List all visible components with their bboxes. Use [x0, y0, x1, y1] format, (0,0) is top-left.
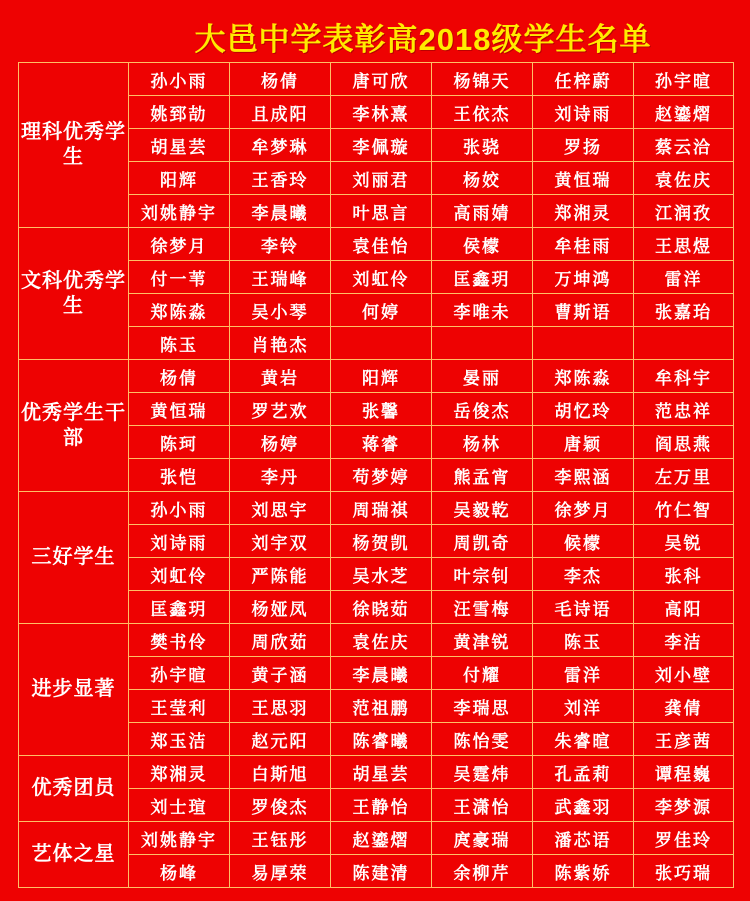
student-name-cell: 吴小琴 [230, 294, 331, 327]
table-row [19, 492, 734, 525]
category-cell-3: 三好学生 [19, 492, 129, 624]
student-name-cell: 郑陈淼 [129, 294, 230, 327]
student-name-cell: 晏丽 [432, 360, 533, 393]
student-name-cell: 陈怡雯 [432, 723, 533, 756]
student-name-cell: 陈睿曦 [331, 723, 432, 756]
student-name-cell: 雷洋 [533, 657, 634, 690]
student-name-cell: 张嘉珆 [634, 294, 734, 327]
student-name-cell: 徐晓茹 [331, 591, 432, 624]
student-name-cell: 牟桂雨 [533, 228, 634, 261]
student-name-cell: 赵鎏熠 [331, 822, 432, 855]
student-name-cell: 张巧瑞 [634, 855, 734, 888]
student-name-cell: 李丹 [230, 459, 331, 492]
student-name-cell: 孔孟莉 [533, 756, 634, 789]
student-name-cell: 杨娅凤 [230, 591, 331, 624]
empty-cell [634, 327, 734, 360]
table-row [19, 624, 734, 657]
student-name-cell: 王香玲 [230, 162, 331, 195]
student-name-cell: 王莹利 [129, 690, 230, 723]
student-name-cell: 吴毅乾 [432, 492, 533, 525]
student-name-cell: 李晨曦 [230, 195, 331, 228]
category-cell-0: 理科优秀学生 [19, 63, 129, 228]
student-name-cell: 周欣茹 [230, 624, 331, 657]
student-name-cell: 匡鑫玥 [129, 591, 230, 624]
student-name-cell: 王瑞峰 [230, 261, 331, 294]
student-name-cell: 付一苇 [129, 261, 230, 294]
student-name-cell: 王思煜 [634, 228, 734, 261]
student-name-cell: 刘虹伶 [331, 261, 432, 294]
student-name-cell: 江润孜 [634, 195, 734, 228]
empty-cell [331, 327, 432, 360]
student-name-cell: 黄恒瑞 [533, 162, 634, 195]
table-row [19, 822, 734, 855]
student-name-cell: 汪雪梅 [432, 591, 533, 624]
student-name-cell: 唐可欣 [331, 63, 432, 96]
student-name-cell: 陈紫娇 [533, 855, 634, 888]
student-name-cell: 杨婷 [230, 426, 331, 459]
student-name-cell: 胡星芸 [331, 756, 432, 789]
student-name-cell: 樊书伶 [129, 624, 230, 657]
student-name-cell: 庹豪瑞 [432, 822, 533, 855]
student-name-cell: 李晨曦 [331, 657, 432, 690]
student-name-cell: 王钰彤 [230, 822, 331, 855]
table-row [19, 228, 734, 261]
student-name-cell: 吴霆炜 [432, 756, 533, 789]
student-name-cell: 李唯未 [432, 294, 533, 327]
student-name-cell: 张馨 [331, 393, 432, 426]
award-table [18, 62, 734, 888]
student-name-cell: 左万里 [634, 459, 734, 492]
student-name-cell: 匡鑫玥 [432, 261, 533, 294]
student-name-cell: 侯檬 [432, 228, 533, 261]
student-name-cell: 李杰 [533, 558, 634, 591]
student-name-cell: 赵鎏熠 [634, 96, 734, 129]
student-name-cell: 黄子涵 [230, 657, 331, 690]
student-name-cell: 王静怡 [331, 789, 432, 822]
student-name-cell: 叶宗钊 [432, 558, 533, 591]
student-name-cell: 李佩璇 [331, 129, 432, 162]
student-name-cell: 刘小壁 [634, 657, 734, 690]
student-name-cell: 武鑫羽 [533, 789, 634, 822]
category-cell-1: 文科优秀学生 [19, 228, 129, 360]
student-name-cell: 杨倩 [129, 360, 230, 393]
student-name-cell: 孙小雨 [129, 492, 230, 525]
student-name-cell: 刘诗雨 [129, 525, 230, 558]
student-name-cell: 熊孟宵 [432, 459, 533, 492]
student-name-cell: 赵元阳 [230, 723, 331, 756]
student-name-cell: 罗扬 [533, 129, 634, 162]
student-name-cell: 袁佐庆 [634, 162, 734, 195]
student-name-cell: 吴锐 [634, 525, 734, 558]
category-cell-2: 优秀学生干部 [19, 360, 129, 492]
student-name-cell: 袁佐庆 [331, 624, 432, 657]
student-name-cell: 姚郅劼 [129, 96, 230, 129]
student-name-cell: 叶思言 [331, 195, 432, 228]
student-name-cell: 徐梦月 [533, 492, 634, 525]
student-name-cell: 候檬 [533, 525, 634, 558]
student-name-cell: 严陈能 [230, 558, 331, 591]
student-name-cell: 刘虹伶 [129, 558, 230, 591]
table-row [19, 756, 734, 789]
student-name-cell: 高雨婧 [432, 195, 533, 228]
student-name-cell: 朱睿暄 [533, 723, 634, 756]
student-name-cell: 杨贺凯 [331, 525, 432, 558]
student-name-cell: 余柳芹 [432, 855, 533, 888]
student-name-cell: 王彦茜 [634, 723, 734, 756]
student-name-cell: 谭程巍 [634, 756, 734, 789]
student-name-cell: 李洁 [634, 624, 734, 657]
student-name-cell: 牟梦琳 [230, 129, 331, 162]
student-name-cell: 白斯旭 [230, 756, 331, 789]
student-name-cell: 刘诗雨 [533, 96, 634, 129]
student-name-cell: 黄恒瑞 [129, 393, 230, 426]
student-name-cell: 范祖鹏 [331, 690, 432, 723]
category-cell-5: 优秀团员 [19, 756, 129, 822]
category-cell-6: 艺体之星 [19, 822, 129, 888]
student-name-cell: 陈珂 [129, 426, 230, 459]
student-name-cell: 郑湘灵 [129, 756, 230, 789]
student-name-cell: 岳俊杰 [432, 393, 533, 426]
award-table-body [19, 63, 734, 888]
student-name-cell: 杨峰 [129, 855, 230, 888]
student-name-cell: 阎思燕 [634, 426, 734, 459]
student-name-cell: 雷洋 [634, 261, 734, 294]
student-name-cell: 刘丽君 [331, 162, 432, 195]
student-name-cell: 张骁 [432, 129, 533, 162]
student-name-cell: 毛诗语 [533, 591, 634, 624]
student-name-cell: 牟科宇 [634, 360, 734, 393]
student-name-cell: 张科 [634, 558, 734, 591]
student-name-cell: 刘姚静宇 [129, 822, 230, 855]
student-name-cell: 刘思宇 [230, 492, 331, 525]
student-name-cell: 刘洋 [533, 690, 634, 723]
student-name-cell: 陈建清 [331, 855, 432, 888]
student-name-cell: 杨锦天 [432, 63, 533, 96]
student-name-cell: 孙宇暄 [129, 657, 230, 690]
empty-cell [432, 327, 533, 360]
student-name-cell: 郑玉洁 [129, 723, 230, 756]
student-name-cell: 吴水芝 [331, 558, 432, 591]
student-name-cell: 杨林 [432, 426, 533, 459]
student-name-cell: 孙宇暄 [634, 63, 734, 96]
student-name-cell: 胡星芸 [129, 129, 230, 162]
student-name-cell: 龚倩 [634, 690, 734, 723]
student-name-cell: 王潇怡 [432, 789, 533, 822]
student-name-cell: 且成阳 [230, 96, 331, 129]
empty-cell [533, 327, 634, 360]
student-name-cell: 肖艳杰 [230, 327, 331, 360]
student-name-cell: 刘姚静宇 [129, 195, 230, 228]
student-name-cell: 何婷 [331, 294, 432, 327]
student-name-cell: 黄津锐 [432, 624, 533, 657]
student-name-cell: 刘士瑄 [129, 789, 230, 822]
student-name-cell: 潘芯语 [533, 822, 634, 855]
student-name-cell: 杨倩 [230, 63, 331, 96]
category-cell-4: 进步显著 [19, 624, 129, 756]
student-name-cell: 万坤鸿 [533, 261, 634, 294]
student-name-cell: 李梦源 [634, 789, 734, 822]
student-name-cell: 郑陈淼 [533, 360, 634, 393]
student-name-cell: 杨姣 [432, 162, 533, 195]
student-name-cell: 周凯奇 [432, 525, 533, 558]
student-name-cell: 周瑞祺 [331, 492, 432, 525]
student-name-cell: 黄岩 [230, 360, 331, 393]
student-name-cell: 陈玉 [533, 624, 634, 657]
student-name-cell: 王思羽 [230, 690, 331, 723]
student-name-cell: 李熙涵 [533, 459, 634, 492]
student-name-cell: 阳辉 [129, 162, 230, 195]
page-title: 大邑中学表彰高2018级学生名单 [194, 22, 652, 57]
student-name-cell: 任梓蔚 [533, 63, 634, 96]
student-name-cell: 罗艺欢 [230, 393, 331, 426]
student-name-cell: 李瑞思 [432, 690, 533, 723]
student-name-cell: 徐梦月 [129, 228, 230, 261]
student-name-cell: 陈玉 [129, 327, 230, 360]
student-name-cell: 郑湘灵 [533, 195, 634, 228]
student-name-cell: 袁佳怡 [331, 228, 432, 261]
student-name-cell: 高阳 [634, 591, 734, 624]
student-name-cell: 唐颖 [533, 426, 634, 459]
student-name-cell: 付耀 [432, 657, 533, 690]
student-name-cell: 阳辉 [331, 360, 432, 393]
table-row [19, 63, 734, 96]
student-name-cell: 苟梦婷 [331, 459, 432, 492]
student-name-cell: 竹仁智 [634, 492, 734, 525]
student-name-cell: 罗佳玲 [634, 822, 734, 855]
student-name-cell: 蔡云洽 [634, 129, 734, 162]
student-name-cell: 蒋睿 [331, 426, 432, 459]
student-name-cell: 易厚荣 [230, 855, 331, 888]
student-name-cell: 罗俊杰 [230, 789, 331, 822]
student-name-cell: 李林熹 [331, 96, 432, 129]
student-name-cell: 曹斯语 [533, 294, 634, 327]
student-name-cell: 胡忆玲 [533, 393, 634, 426]
student-name-cell: 李铃 [230, 228, 331, 261]
student-name-cell: 张恺 [129, 459, 230, 492]
student-name-cell: 范忠祥 [634, 393, 734, 426]
student-name-cell: 刘宇双 [230, 525, 331, 558]
student-name-cell: 王依杰 [432, 96, 533, 129]
student-name-cell: 孙小雨 [129, 63, 230, 96]
table-row [19, 360, 734, 393]
